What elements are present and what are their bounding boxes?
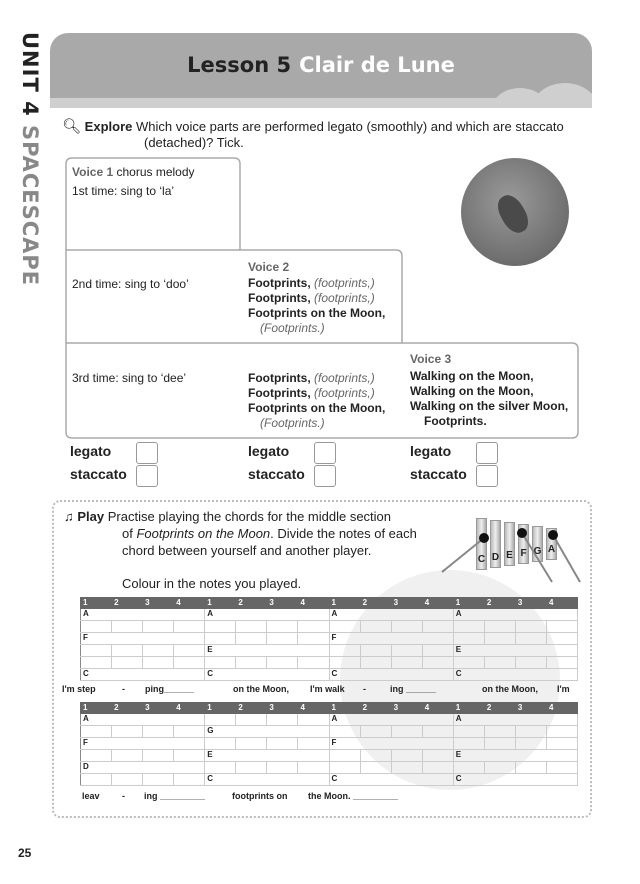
note-row bbox=[81, 714, 578, 726]
note-row bbox=[81, 726, 578, 738]
beat-number: 2 bbox=[112, 598, 143, 609]
explore-question: Which voice parts are performed legato (smoothly) and which are staccato bbox=[135, 119, 564, 134]
note-row bbox=[81, 621, 578, 633]
note-cell[interactable]: F bbox=[329, 633, 453, 645]
note-cell[interactable]: A bbox=[453, 609, 577, 621]
unit-topic: SPACESCAPE bbox=[18, 125, 42, 287]
beat-cell[interactable] bbox=[143, 774, 174, 786]
voice-1-label: Voice 1 bbox=[72, 165, 114, 179]
bar-note: E bbox=[506, 550, 513, 561]
voice-1-row: 1st time: sing to ‘la’ bbox=[72, 184, 175, 198]
voice-1-staccato-checkbox[interactable] bbox=[136, 465, 158, 487]
voice-1-heading bbox=[72, 165, 195, 180]
lyric-line: Walking on the Moon, bbox=[410, 369, 534, 383]
note-cell[interactable]: G bbox=[205, 726, 329, 738]
beat-number: 3 bbox=[515, 703, 546, 714]
lyric-syllable: footprints on bbox=[232, 791, 288, 801]
beat-number: 2 bbox=[360, 598, 391, 609]
lyric-line bbox=[248, 321, 385, 336]
beat-cell[interactable] bbox=[453, 762, 484, 774]
lyric-text: Footprints, bbox=[248, 291, 311, 305]
beat-cell[interactable] bbox=[360, 657, 391, 669]
beat-number: 1 bbox=[329, 703, 360, 714]
beat-cell[interactable] bbox=[546, 738, 577, 750]
note-row bbox=[81, 762, 578, 774]
beat-cell[interactable] bbox=[143, 657, 174, 669]
beat-cell[interactable] bbox=[329, 645, 360, 657]
play-text: of bbox=[122, 526, 137, 541]
beat-cell[interactable] bbox=[546, 726, 577, 738]
lyric-line bbox=[248, 386, 385, 401]
beat-number: 3 bbox=[391, 598, 422, 609]
lyric-line: Walking on the silver Moon, bbox=[410, 399, 569, 413]
lyric-syllable: - bbox=[122, 791, 125, 801]
beat-cell[interactable] bbox=[81, 621, 112, 633]
beat-number: 3 bbox=[143, 703, 174, 714]
beat-cell[interactable] bbox=[205, 714, 236, 726]
beat-number: 4 bbox=[298, 598, 329, 609]
beat-cell[interactable] bbox=[298, 714, 329, 726]
beat-cell[interactable] bbox=[81, 774, 112, 786]
beat-header-row bbox=[81, 703, 578, 714]
beat-number: 1 bbox=[81, 598, 112, 609]
voice-2-legato-checkbox[interactable] bbox=[314, 442, 336, 464]
note-cell[interactable]: A bbox=[205, 609, 329, 621]
beat-number: 1 bbox=[205, 598, 236, 609]
beat-cell[interactable] bbox=[515, 738, 546, 750]
legato-label: legato bbox=[248, 443, 290, 459]
note-cell[interactable]: D bbox=[81, 762, 205, 774]
beat-cell[interactable] bbox=[329, 657, 360, 669]
voice-3-staccato-checkbox[interactable] bbox=[476, 465, 498, 487]
note-cell[interactable]: A bbox=[329, 714, 453, 726]
note-cell[interactable]: A bbox=[81, 714, 205, 726]
play-text: chord between yourself and another player. bbox=[122, 543, 372, 558]
beat-cell[interactable] bbox=[329, 621, 360, 633]
voice-2-block bbox=[248, 371, 385, 431]
beat-cell[interactable] bbox=[143, 750, 174, 762]
play-instructions bbox=[64, 508, 444, 592]
beat-cell[interactable] bbox=[360, 645, 391, 657]
beat-number: 1 bbox=[453, 703, 484, 714]
beat-number: 3 bbox=[267, 703, 298, 714]
lesson-number: Lesson 5 bbox=[187, 53, 292, 77]
beat-cell[interactable] bbox=[484, 726, 515, 738]
beat-cell[interactable] bbox=[143, 726, 174, 738]
lyric-syllable: ing ______ bbox=[390, 684, 437, 694]
beat-cell[interactable] bbox=[391, 762, 422, 774]
chord-grid-2 bbox=[80, 702, 578, 786]
note-cell[interactable]: F bbox=[329, 738, 453, 750]
magnifier-icon: 🔍︎ bbox=[62, 118, 82, 135]
beat-cell[interactable] bbox=[360, 750, 391, 762]
song-title: Footprints on the Moon bbox=[136, 526, 271, 541]
beat-number: 2 bbox=[484, 598, 515, 609]
staccato-label: staccato bbox=[70, 466, 127, 482]
lyric-syllable: on the Moon, bbox=[482, 684, 538, 694]
voice-3-lyrics bbox=[410, 369, 568, 429]
lyric-line bbox=[248, 291, 385, 306]
lyric-syllable: - bbox=[363, 684, 366, 694]
lyric-text: Footprints, bbox=[248, 386, 311, 400]
beat-cell[interactable] bbox=[174, 774, 205, 786]
lyric-syllable: ping______ bbox=[145, 684, 195, 694]
beat-cell[interactable] bbox=[546, 633, 577, 645]
voice-3-legato-checkbox[interactable] bbox=[476, 442, 498, 464]
legato-label: legato bbox=[410, 443, 452, 459]
beat-cell[interactable] bbox=[453, 657, 484, 669]
note-cell[interactable]: C bbox=[453, 774, 577, 786]
note-cell[interactable]: C bbox=[205, 774, 329, 786]
beat-cell[interactable] bbox=[236, 738, 267, 750]
beat-cell[interactable] bbox=[515, 633, 546, 645]
beat-cell[interactable] bbox=[236, 657, 267, 669]
voice-1-desc: chorus melody bbox=[113, 165, 195, 179]
note-cell[interactable]: E bbox=[453, 645, 577, 657]
beat-cell[interactable] bbox=[391, 750, 422, 762]
chord-grid-1 bbox=[80, 597, 578, 681]
beat-cell[interactable] bbox=[236, 633, 267, 645]
beat-number: 2 bbox=[112, 703, 143, 714]
note-cell[interactable]: F bbox=[81, 738, 205, 750]
beat-number: 4 bbox=[298, 703, 329, 714]
beat-cell[interactable] bbox=[329, 762, 360, 774]
bar-note: C bbox=[477, 554, 486, 565]
beat-cell[interactable] bbox=[298, 633, 329, 645]
explore-label: Explore bbox=[84, 119, 133, 134]
beat-cell[interactable] bbox=[391, 645, 422, 657]
voice-1-legato-checkbox[interactable] bbox=[136, 442, 158, 464]
beat-number: 1 bbox=[453, 598, 484, 609]
legato-label: legato bbox=[70, 443, 112, 459]
beat-cell[interactable] bbox=[360, 621, 391, 633]
beat-number: 4 bbox=[546, 703, 577, 714]
beat-number: 2 bbox=[484, 703, 515, 714]
beat-cell[interactable] bbox=[236, 621, 267, 633]
bar-note: F bbox=[520, 548, 527, 559]
beat-cell[interactable] bbox=[453, 621, 484, 633]
beat-cell[interactable] bbox=[205, 633, 236, 645]
beat-number: 2 bbox=[236, 703, 267, 714]
beat-cell[interactable] bbox=[81, 726, 112, 738]
beat-number: 1 bbox=[205, 703, 236, 714]
lyric-syllable: I'm walk bbox=[310, 684, 345, 694]
lyric-text: Footprints, bbox=[248, 276, 311, 290]
beat-number: 3 bbox=[267, 598, 298, 609]
page-number: 25 bbox=[18, 846, 32, 860]
beat-cell[interactable] bbox=[112, 657, 143, 669]
beat-cell[interactable] bbox=[112, 750, 143, 762]
beat-cell[interactable] bbox=[360, 726, 391, 738]
bar-note: A bbox=[547, 544, 556, 555]
lyric-line bbox=[248, 306, 385, 321]
beat-number: 2 bbox=[236, 598, 267, 609]
note-row bbox=[81, 657, 578, 669]
echo-text: (footprints,) bbox=[314, 371, 375, 385]
beat-cell[interactable] bbox=[174, 657, 205, 669]
lyric-line bbox=[248, 371, 385, 386]
voice-2-heading: Voice 2 bbox=[248, 260, 290, 274]
beat-cell[interactable] bbox=[174, 750, 205, 762]
note-row bbox=[81, 645, 578, 657]
beat-cell[interactable] bbox=[205, 621, 236, 633]
note-cell[interactable]: A bbox=[81, 609, 205, 621]
beat-number: 1 bbox=[329, 598, 360, 609]
beat-number: 3 bbox=[391, 703, 422, 714]
beat-cell[interactable] bbox=[484, 762, 515, 774]
beat-cell[interactable] bbox=[484, 657, 515, 669]
lyric-syllable: the Moon. _________ bbox=[308, 791, 399, 801]
beat-cell[interactable] bbox=[112, 645, 143, 657]
beat-cell[interactable] bbox=[515, 726, 546, 738]
lyric-syllable: on the Moon, bbox=[233, 684, 289, 694]
beat-cell[interactable] bbox=[422, 621, 453, 633]
note-row bbox=[81, 609, 578, 621]
lyric-syllable: I'm bbox=[557, 684, 570, 694]
play-text: . Divide the notes of each bbox=[270, 526, 417, 541]
beat-cell[interactable] bbox=[515, 621, 546, 633]
bar-note: G bbox=[533, 546, 542, 557]
beat-cell[interactable] bbox=[267, 657, 298, 669]
beat-cell[interactable] bbox=[391, 726, 422, 738]
note-cell[interactable]: E bbox=[205, 750, 329, 762]
note-cell[interactable]: F bbox=[81, 633, 205, 645]
note-row bbox=[81, 633, 578, 645]
beat-cell[interactable] bbox=[422, 645, 453, 657]
note-cell[interactable]: C bbox=[453, 669, 577, 681]
lyric-syllable: ing _________ bbox=[144, 791, 206, 801]
beat-cell[interactable] bbox=[205, 657, 236, 669]
note-cell[interactable]: C bbox=[81, 669, 205, 681]
beat-number: 4 bbox=[422, 598, 453, 609]
beat-cell[interactable] bbox=[174, 645, 205, 657]
beat-cell[interactable] bbox=[546, 621, 577, 633]
beat-cell[interactable] bbox=[267, 738, 298, 750]
play-text: Practise playing the chords for the middle section bbox=[107, 509, 392, 524]
beat-cell[interactable] bbox=[112, 621, 143, 633]
lyric-text: Footprints, bbox=[248, 371, 311, 385]
beat-cell[interactable] bbox=[112, 726, 143, 738]
voice-1-row: 2nd time: sing to ‘doo’ bbox=[72, 277, 189, 291]
beat-cell[interactable] bbox=[453, 633, 484, 645]
voice-1-row: 3rd time: sing to ‘dee’ bbox=[72, 371, 187, 385]
note-cell[interactable]: C bbox=[329, 669, 453, 681]
note-cell[interactable]: E bbox=[453, 750, 577, 762]
lyric-line: Footprints. bbox=[424, 414, 487, 428]
beat-cell[interactable] bbox=[205, 762, 236, 774]
lyric-line bbox=[248, 416, 385, 431]
echo-text: (footprints,) bbox=[314, 276, 375, 290]
beat-cell[interactable] bbox=[391, 621, 422, 633]
note-row bbox=[81, 669, 578, 681]
note-cell[interactable]: E bbox=[205, 645, 329, 657]
beat-cell[interactable] bbox=[298, 621, 329, 633]
lyric-syllable: - bbox=[122, 684, 125, 694]
lyric-syllable: I'm step bbox=[62, 684, 96, 694]
beat-cell[interactable] bbox=[267, 621, 298, 633]
lesson-title: Clair de Lune bbox=[299, 53, 455, 77]
beat-cell[interactable] bbox=[422, 750, 453, 762]
beat-cell[interactable] bbox=[143, 645, 174, 657]
beat-cell[interactable] bbox=[81, 750, 112, 762]
beat-cell[interactable] bbox=[422, 657, 453, 669]
beat-cell[interactable] bbox=[422, 726, 453, 738]
lyric-text: Footprints on the Moon, bbox=[248, 401, 386, 415]
beat-cell[interactable] bbox=[453, 738, 484, 750]
bar-note: D bbox=[491, 552, 500, 563]
moon-footprint-photo bbox=[461, 158, 569, 266]
staccato-label: staccato bbox=[410, 466, 467, 482]
lyric-line bbox=[248, 401, 385, 416]
beat-number: 4 bbox=[422, 703, 453, 714]
beat-cell[interactable] bbox=[329, 726, 360, 738]
beat-cell[interactable] bbox=[453, 726, 484, 738]
lyric-line: Walking on the Moon, bbox=[410, 384, 534, 398]
beat-cell[interactable] bbox=[112, 774, 143, 786]
note-cell[interactable]: C bbox=[329, 774, 453, 786]
beat-cell[interactable] bbox=[391, 657, 422, 669]
beat-number: 1 bbox=[81, 703, 112, 714]
voice-2-block bbox=[248, 276, 385, 336]
beat-number: 4 bbox=[546, 598, 577, 609]
beat-cell[interactable] bbox=[360, 762, 391, 774]
beat-cell[interactable] bbox=[298, 738, 329, 750]
explore-question-cont: (detached)? Tick. bbox=[144, 135, 244, 150]
beat-cell[interactable] bbox=[484, 738, 515, 750]
beat-cell[interactable] bbox=[515, 762, 546, 774]
beat-cell[interactable] bbox=[267, 714, 298, 726]
note-cell[interactable]: A bbox=[329, 609, 453, 621]
beat-cell[interactable] bbox=[546, 657, 577, 669]
note-row bbox=[81, 750, 578, 762]
note-row bbox=[81, 738, 578, 750]
echo-text: (footprints,) bbox=[314, 386, 375, 400]
beat-cell[interactable] bbox=[329, 750, 360, 762]
beat-cell[interactable] bbox=[267, 633, 298, 645]
beat-cell[interactable] bbox=[422, 762, 453, 774]
beat-number: 3 bbox=[143, 598, 174, 609]
note-cell[interactable]: C bbox=[205, 669, 329, 681]
unit-label: UNIT 4 bbox=[18, 32, 42, 117]
beat-cell[interactable] bbox=[298, 657, 329, 669]
beat-cell[interactable] bbox=[143, 621, 174, 633]
beat-cell[interactable] bbox=[81, 657, 112, 669]
beat-cell[interactable] bbox=[174, 621, 205, 633]
beat-cell[interactable] bbox=[546, 762, 577, 774]
beat-cell[interactable] bbox=[81, 645, 112, 657]
staccato-label: staccato bbox=[248, 466, 305, 482]
note-cell[interactable]: A bbox=[453, 714, 577, 726]
beat-cell[interactable] bbox=[267, 762, 298, 774]
beat-number: 2 bbox=[360, 703, 391, 714]
beat-cell[interactable] bbox=[484, 621, 515, 633]
music-note-icon: ♫ bbox=[64, 509, 74, 524]
voice-2-staccato-checkbox[interactable] bbox=[314, 465, 336, 487]
play-label: Play bbox=[77, 509, 105, 524]
echo-text: (Footprints.) bbox=[260, 416, 325, 430]
beat-header-row bbox=[81, 598, 578, 609]
beat-number: 4 bbox=[174, 703, 205, 714]
beat-cell[interactable] bbox=[205, 738, 236, 750]
note-row bbox=[81, 774, 578, 786]
beat-cell[interactable] bbox=[515, 657, 546, 669]
lyric-syllable: leav bbox=[82, 791, 100, 801]
lyric-line bbox=[248, 276, 385, 291]
beat-number: 3 bbox=[515, 598, 546, 609]
echo-text: (Footprints.) bbox=[260, 321, 325, 335]
beat-cell[interactable] bbox=[298, 762, 329, 774]
beat-number: 4 bbox=[174, 598, 205, 609]
beat-cell[interactable] bbox=[236, 762, 267, 774]
play-text: Colour in the notes you played. bbox=[122, 576, 302, 591]
echo-text: (footprints,) bbox=[314, 291, 375, 305]
beat-cell[interactable] bbox=[236, 714, 267, 726]
beat-cell[interactable] bbox=[174, 726, 205, 738]
voice-3-heading: Voice 3 bbox=[410, 352, 452, 366]
lyric-text: Footprints on the Moon, bbox=[248, 306, 386, 320]
beat-cell[interactable] bbox=[484, 633, 515, 645]
